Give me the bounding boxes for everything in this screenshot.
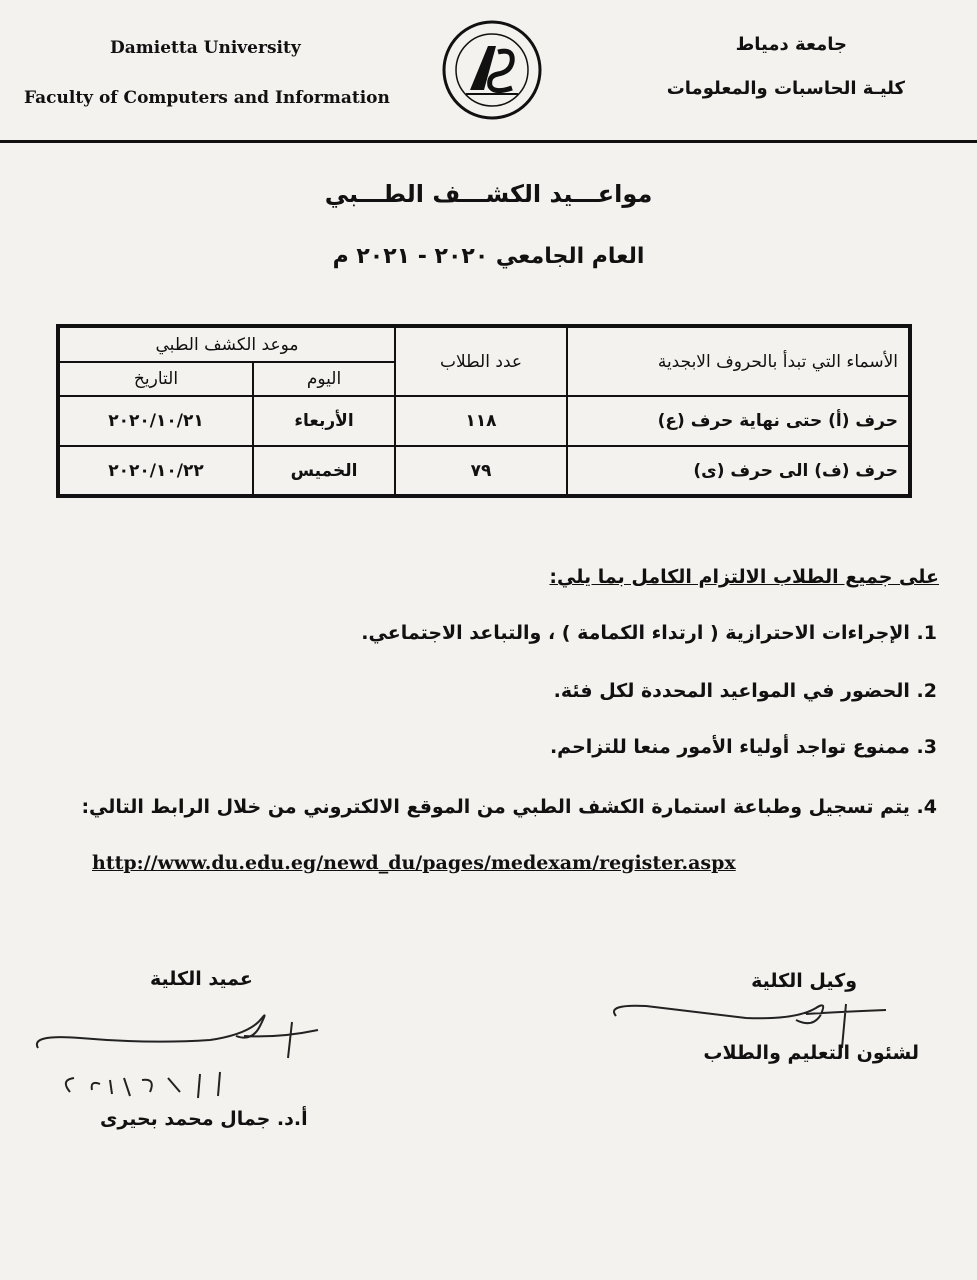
- cell-date: ٢٠٢٠/١٠/٢١: [58, 396, 253, 446]
- cell-names: حرف (ف) الى حرف (ى): [567, 446, 910, 496]
- schedule-table: [56, 324, 912, 498]
- table-header-row: [58, 326, 910, 362]
- instruction-item: 4. يتم تسجيل وطباعة استمارة الكشف الطبي من الموقع الالكتروني من خلال الرابط التالي:: [81, 796, 937, 818]
- page-title: مواعـــيد الكشـــف الطـــبي: [324, 180, 653, 208]
- cell-day: الأربعاء: [253, 396, 395, 446]
- instruction-item: 2. الحضور في المواعيد المحددة لكل فئة.: [553, 680, 937, 702]
- vice-dean-subtitle: لشئون التعليم والطلاب: [703, 1042, 919, 1064]
- dean-title: عميد الكلية: [150, 968, 253, 990]
- table-row: [58, 446, 910, 496]
- cell-names: حرف (أ) حتى نهاية حرف (ع): [567, 396, 910, 446]
- faculty-logo-icon: [440, 18, 544, 122]
- header-student-count: عدد الطلاب: [395, 326, 567, 396]
- header-date: التاريخ: [58, 362, 253, 396]
- dean-signature-icon: [30, 1008, 330, 1108]
- header-schedule: موعد الكشف الطبي: [58, 326, 395, 362]
- vice-dean-signature-icon: [606, 990, 896, 1050]
- cell-date: ٢٠٢٠/١٠/٢٢: [58, 446, 253, 496]
- vice-dean-title: وكيل الكلية: [751, 970, 857, 992]
- table-row: [58, 396, 910, 446]
- dean-name: أ.د. جمال محمد بحيرى: [100, 1108, 308, 1130]
- header-day: اليوم: [253, 362, 395, 396]
- cell-count: ١١٨: [395, 396, 567, 446]
- instructions-intro: على جميع الطلاب الالتزام الكامل بما يلي:: [549, 566, 939, 588]
- instruction-item: 3. ممنوع تواجد أولياء الأمور منعا للتزاحم.: [549, 736, 937, 758]
- header-names: الأسماء التي تبدأ بالحروف الابجدية: [567, 326, 910, 396]
- cell-count: ٧٩: [395, 446, 567, 496]
- university-name-ar: جامعة دمياط: [735, 34, 847, 55]
- faculty-name-ar: كليـة الحاسبات والمعلومات: [666, 78, 905, 99]
- instruction-item: 1. الإجراءات الاحترازية ( ارتداء الكمامة ) ، والتباعد الاجتماعي.: [361, 622, 937, 644]
- registration-link[interactable]: http://www.du.edu.eg/newd_du/pages/medexam/register.aspx: [92, 852, 736, 874]
- faculty-name-en: Faculty of Computers and Information: [24, 88, 390, 108]
- cell-day: الخميس: [253, 446, 395, 496]
- academic-year: العام الجامعي ٢٠٢٠ - ٢٠٢١ م: [332, 244, 645, 269]
- header-divider: [0, 140, 977, 143]
- university-name-en: Damietta University: [110, 38, 301, 58]
